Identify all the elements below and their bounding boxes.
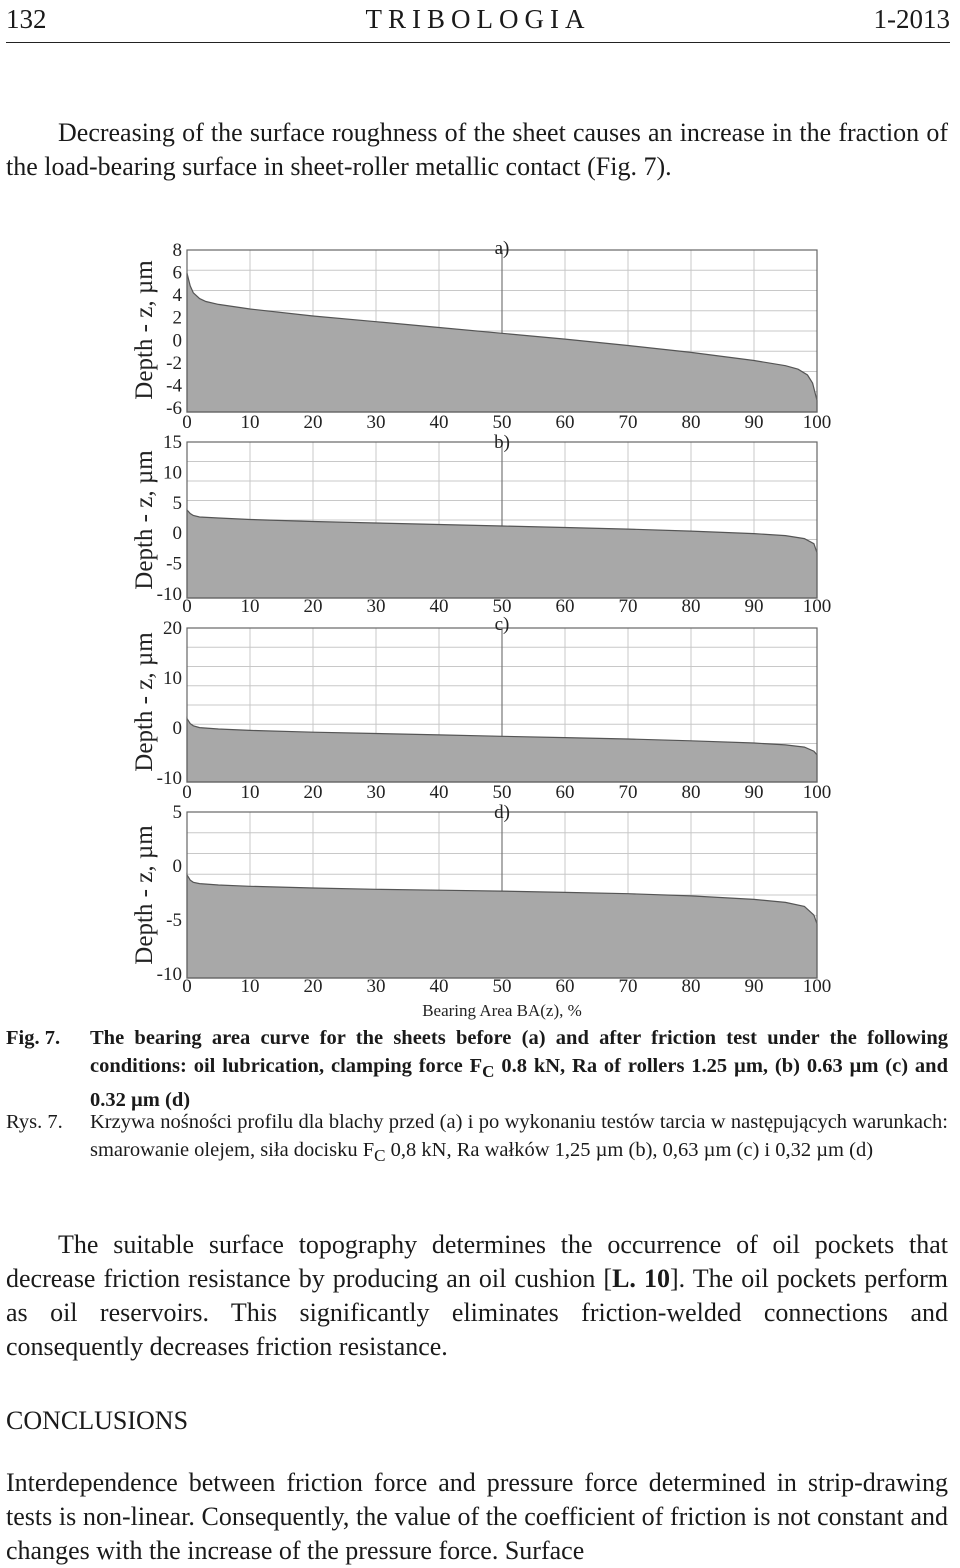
conclusions-heading: CONCLUSIONS: [6, 1406, 189, 1435]
caption-pl-text: [90, 1108, 948, 1170]
panel-b-ytick-1: 10: [163, 462, 182, 484]
panel-a-xtick-50: 50: [492, 412, 512, 433]
panel-d-xtick-20: 20: [303, 976, 323, 997]
caption-pl-label: Rys. 7.: [6, 1111, 63, 1133]
panel-c-xtick-20: 20: [303, 782, 323, 803]
panel-d-xtick-100: 100: [802, 976, 832, 997]
panel-d-xlabel: Bearing Area BA(z), %: [422, 1001, 582, 1020]
panel-c-xtick-60: 60: [555, 782, 575, 803]
panel-c-xtick-40: 40: [429, 782, 449, 803]
panel-a-xtick-90: 90: [744, 412, 764, 433]
panel-c-ytick-0: 20: [163, 618, 182, 639]
panel-c-ytick-3: -10: [156, 768, 182, 789]
panel-a-ytick-2: 4: [172, 285, 182, 307]
panel-a-ytick-6: -4: [166, 375, 182, 397]
panel-c-xtick-80: 80: [681, 782, 701, 803]
panel-d-xtick-60: 60: [555, 976, 575, 997]
caption-en-subscript: C: [482, 1062, 495, 1082]
panel-d-xtick-30: 30: [366, 976, 386, 997]
panel-b-ytick-0: 15: [163, 432, 182, 453]
panel-c-label: c): [494, 614, 510, 635]
panel-a-xtick-70: 70: [618, 412, 638, 433]
panel-a-xtick-100: 100: [802, 412, 832, 433]
panel-a-xtick-80: 80: [681, 412, 701, 433]
caption-pl-text-part1: Krzywa nośności profilu dla blachy przed (a) i po wykonaniu testów tarcia w następujących warunkach: smarowanie olejem, siła docisku F: [90, 1111, 948, 1161]
caption-en-label: Fig. 7.: [6, 1027, 61, 1049]
panel-d-ytick-3: -10: [156, 964, 182, 985]
panel-a-ytick-3: 2: [172, 307, 182, 329]
panel-b-ylabel: Depth - z, µm: [131, 450, 158, 590]
panel-c-xtick-10: 10: [240, 782, 260, 803]
panel-d-ylabel: Depth - z, µm: [131, 825, 158, 965]
panel-a-xtick-20: 20: [303, 412, 323, 433]
reference-link: L. 10: [612, 1264, 670, 1293]
panel-d-xtick-90: 90: [744, 976, 764, 997]
panel-c-ytick-2: 0: [172, 718, 182, 739]
header-rule: [6, 42, 950, 43]
panel-a-xtick-30: 30: [366, 412, 386, 433]
intro-paragraph: Decreasing of the surface roughness of the sheet causes an increase in the fraction of the load-bearing surface in sheet-roller metallic contact (Fig. 7).: [6, 118, 948, 181]
panel-a-ytick-0: 8: [172, 240, 182, 261]
panel-d-ytick-2: -5: [166, 910, 182, 931]
panel-b-label: b): [494, 432, 510, 453]
panel-d-xtick-10: 10: [240, 976, 260, 997]
panel-b-xtick-100: 100: [802, 596, 832, 617]
panel-b-ytick-3: 0: [172, 523, 182, 545]
panel-c-xtick-50: 50: [492, 782, 512, 803]
caption-en: [6, 1024, 948, 1114]
panel-b-ytick-4: -5: [166, 553, 182, 575]
page-header: [6, 0, 950, 44]
panel-a-ytick-4: 0: [172, 330, 182, 352]
panel-c-xtick-90: 90: [744, 782, 764, 803]
after-paragraph: [6, 1228, 948, 1364]
panel-a-xtick-60: 60: [555, 412, 575, 433]
panel-a-xtick-10: 10: [240, 412, 260, 433]
panel-d-xtick-80: 80: [681, 976, 701, 997]
panel-b-xtick-30: 30: [366, 596, 386, 617]
panel-b-xtick-90: 90: [744, 596, 764, 617]
panel-a-ytick-1: 6: [172, 262, 182, 284]
panel-c-ylabel: Depth - z, µm: [131, 632, 158, 772]
caption-pl-text-part2: 0,8 kN, Ra wałków 1,25 µm (b), 0,63 µm (c) i 0,32 µm (d): [385, 1139, 874, 1161]
panel-b-xtick-20: 20: [303, 596, 323, 617]
panel-b-xtick-50: 50: [492, 596, 512, 617]
panel-b-ytick-5: -10: [156, 584, 182, 605]
caption-en-text-part1: The bearing area curve for the sheets before (a) and after friction test under the following conditions: oil lubrication, clamping force F: [90, 1027, 948, 1077]
journal-title: TRIBOLOGIA: [365, 4, 591, 34]
panel-c-ytick-1: 10: [163, 668, 182, 689]
panel-d-xtick-40: 40: [429, 976, 449, 997]
panel-c-xtick-0: 0: [182, 782, 192, 803]
figure-7: [0, 230, 960, 1020]
caption-en-text-part2: 0.8 kN, Ra of rollers 1.25 µm, (b) 0.63 µm (c) and 0.32 µm (d): [90, 1055, 948, 1112]
after-paragraph-part1: The suitable surface topography determines the occurrence of oil pockets that decrease friction resistance by producing an oil cushion [: [6, 1230, 948, 1293]
journal-issue: 1-2013: [873, 4, 950, 34]
panel-c-xtick-100: 100: [802, 782, 832, 803]
panel-d-ytick-1: 0: [172, 856, 182, 877]
caption-pl: [6, 1108, 948, 1170]
panel-a-ytick-5: -2: [166, 352, 182, 374]
panel-d-xtick-0: 0: [182, 976, 192, 997]
panel-a-xtick-40: 40: [429, 412, 449, 433]
panel-b-xtick-60: 60: [555, 596, 575, 617]
conclusions-paragraph: Interdependence between friction force and pressure force determined in strip-drawing tests is non-linear. Consequently, the value of the coefficient of friction is not constant and changes with the increase of the pressure force. Surface: [6, 1468, 948, 1565]
after-paragraph-part2: ]. The oil pockets perform as oil reservoirs. This significantly eliminates friction-welded connections and consequently decreases friction resistance.: [6, 1264, 949, 1361]
panel-b-xtick-80: 80: [681, 596, 701, 617]
panel-d-label: d): [494, 802, 510, 823]
panel-a-ylabel: Depth - z, µm: [131, 260, 158, 400]
caption-pl-subscript: C: [374, 1146, 386, 1166]
panel-d-ytick-0: 5: [172, 802, 182, 823]
panel-d-xtick-70: 70: [618, 976, 638, 997]
panel-b-xtick-0: 0: [182, 596, 192, 617]
panel-c-xtick-30: 30: [366, 782, 386, 803]
panel-d-xtick-50: 50: [492, 976, 512, 997]
panel-a-label: a): [494, 238, 510, 259]
panel-b-xtick-40: 40: [429, 596, 449, 617]
panel-a-ytick-7: -6: [166, 398, 182, 419]
panel-c-xtick-70: 70: [618, 782, 638, 803]
panel-b-xtick-70: 70: [618, 596, 638, 617]
page-number: 132: [6, 4, 47, 34]
panel-a-xtick-0: 0: [182, 412, 192, 433]
caption-en-text: [90, 1024, 948, 1114]
panel-b-ytick-2: 5: [172, 492, 182, 514]
panel-b-xtick-10: 10: [240, 596, 260, 617]
